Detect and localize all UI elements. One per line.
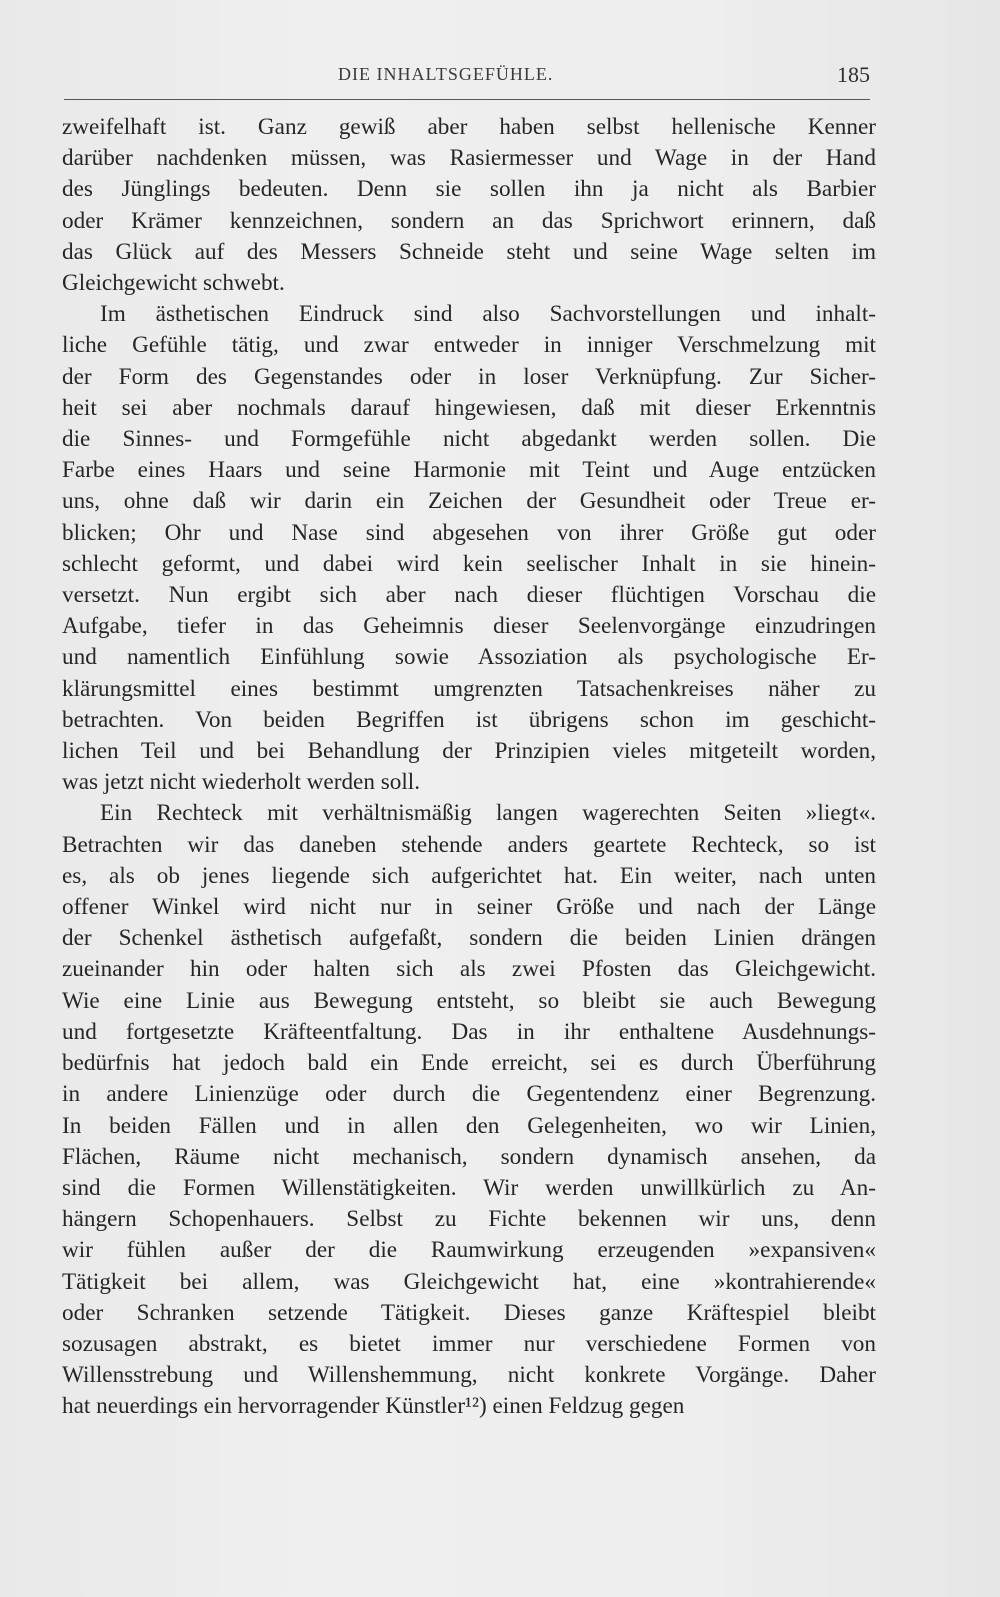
text-line: oder Krämer kennzeichnen, sondern an das Sprichwort erinnern, daß (62, 207, 876, 234)
text-line: offener Winkel wird nicht nur in seiner Größe und nach der Länge (62, 894, 876, 921)
text-line: lichen Teil und bei Behandlung der Prinzipien vieles mitgeteilt worden, (62, 738, 876, 765)
text-line: Wie eine Linie aus Bewegung entsteht, so bleibt sie auch Bewegung (62, 987, 876, 1014)
text-line: sozusagen abstrakt, es bietet immer nur verschiedene Formen von (62, 1330, 876, 1357)
text-line: Flächen, Räume nicht mechanisch, sondern dynamisch ansehen, da (62, 1143, 876, 1170)
text-line: und namentlich Einfühlung sowie Assoziation als psychologische Er- (62, 644, 876, 671)
text-line: Betrachten wir das daneben stehende anders geartete Rechteck, so ist (62, 831, 876, 858)
text-line: Willensstrebung und Willenshemmung, nicht konkrete Vorgänge. Daher (62, 1362, 876, 1389)
text-line: klärungsmittel eines bestimmt umgrenzten Tatsachenkreises näher zu (62, 675, 876, 702)
body-text (62, 112, 876, 1423)
text-line: hängern Schopenhauers. Selbst zu Fichte bekennen wir uns, denn (62, 1206, 876, 1233)
text-line: Gleichgewicht schwebt. (62, 270, 285, 297)
text-line: der Form des Gegenstandes oder in loser Verknüpfung. Zur Sicher- (62, 363, 876, 390)
text-line: das Glück auf des Messers Schneide steht und seine Wage selten im (62, 238, 876, 265)
paragraph (62, 299, 876, 798)
text-line: die Sinnes- und Formgefühle nicht abgedankt werden sollen. Die (62, 426, 876, 453)
paragraph (62, 112, 876, 299)
text-line: der Schenkel ästhetisch aufgefaßt, sondern die beiden Linien drängen (62, 925, 876, 952)
text-line: wir fühlen außer der die Raumwirkung erzeugenden »expansiven« (62, 1237, 876, 1264)
text-line: Tätigkeit bei allem, was Gleichgewicht hat, eine »kontrahierende« (62, 1268, 876, 1295)
text-line: Aufgabe, tiefer in das Geheimnis dieser Seelenvorgänge einzudringen (62, 613, 876, 640)
text-line: in andere Linienzüge oder durch die Gegentendenz einer Begrenzung. (62, 1081, 876, 1108)
text-line: Farbe eines Haars und seine Harmonie mit Teint und Auge entzücken (62, 457, 876, 484)
page-number: 185 (837, 62, 870, 87)
text-line: In beiden Fällen und in allen den Gelegenheiten, wo wir Linien, (62, 1112, 876, 1139)
text-line: schlecht geformt, und dabei wird kein seelischer Inhalt in sie hinein- (62, 550, 876, 577)
text-line: uns, ohne daß wir darin ein Zeichen der Gesundheit oder Treue er- (62, 488, 876, 515)
text-line: heit sei aber nochmals darauf hingewiesen, daß mit dieser Erkenntnis (62, 394, 876, 421)
page-header (64, 60, 870, 92)
text-line: bedürfnis hat jedoch bald ein Ende erreicht, sei es durch Überführung (62, 1050, 876, 1077)
text-line: sind die Formen Willenstätigkeiten. Wir werden unwillkürlich zu An- (62, 1174, 876, 1201)
header-rule (64, 99, 870, 100)
text-line: und fortgesetzte Kräfteentfaltung. Das in ihr enthaltene Ausdehnungs- (62, 1018, 876, 1045)
running-title: DIE INHALTSGEFÜHLE. (338, 64, 554, 84)
text-line: zueinander hin oder halten sich als zwei Pfosten das Gleichgewicht. (62, 956, 876, 983)
paragraph (62, 798, 876, 1422)
text-line: liche Gefühle tätig, und zwar entweder in inniger Verschmelzung mit (62, 332, 876, 359)
text-line: des Jünglings bedeuten. Denn sie sollen ihn ja nicht als Barbier (62, 176, 876, 203)
text-line: hat neuerdings ein hervorragender Künstler¹²) einen Feldzug gegen (62, 1393, 685, 1420)
text-line: oder Schranken setzende Tätigkeit. Dieses ganze Kräftespiel bleibt (62, 1299, 876, 1326)
text-line: Im ästhetischen Eindruck sind also Sachvorstellungen und inhalt- (100, 301, 876, 328)
text-line: zweifelhaft ist. Ganz gewiß aber haben selbst hellenische Kenner (62, 114, 876, 140)
text-line: was jetzt nicht wiederholt werden soll. (62, 769, 421, 796)
text-line: betrachten. Von beiden Begriffen ist übrigens schon im geschicht- (62, 706, 876, 733)
text-line: Ein Rechteck mit verhältnismäßig langen wagerechten Seiten »liegt«. (100, 800, 876, 827)
text-line: versetzt. Nun ergibt sich aber nach dieser flüchtigen Vorschau die (62, 582, 876, 609)
text-line: es, als ob jenes liegende sich aufgerichtet hat. Ein weiter, nach unten (62, 862, 876, 889)
text-line: blicken; Ohr und Nase sind abgesehen von ihrer Größe gut oder (62, 519, 876, 546)
text-line: darüber nachdenken müssen, was Rasiermesser und Wage in der Hand (62, 145, 876, 172)
